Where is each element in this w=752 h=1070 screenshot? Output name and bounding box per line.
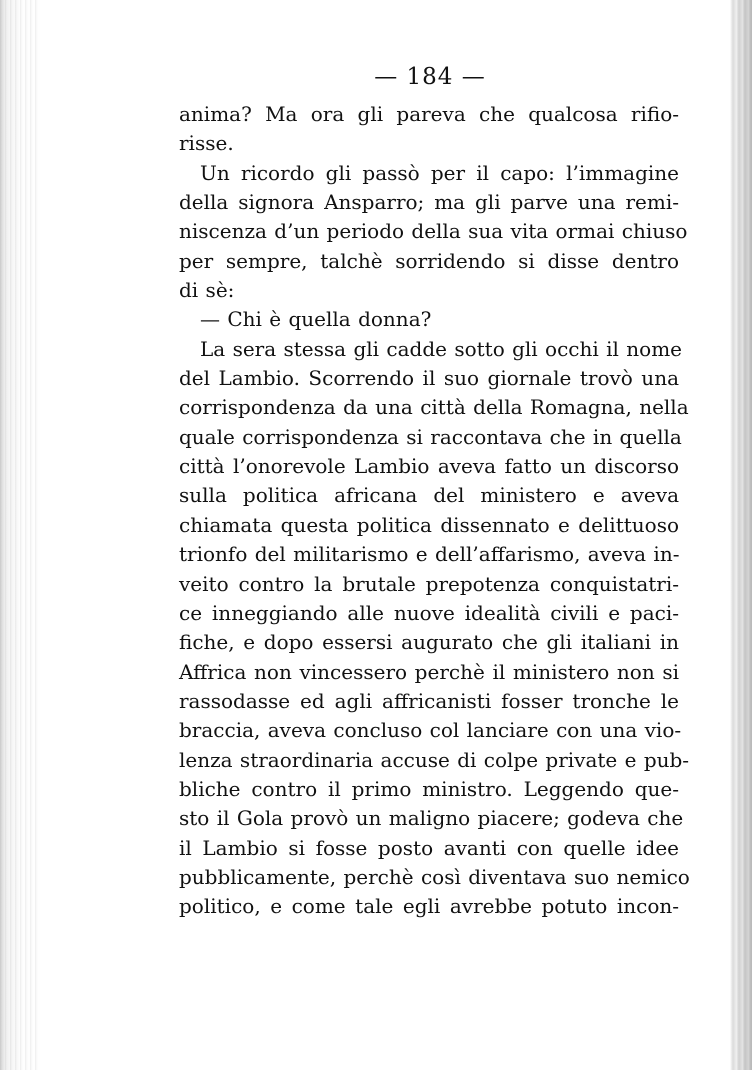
body-text — [179, 100, 690, 922]
text-line: risse. — [179, 131, 234, 156]
text-line: il Lambio si fosse posto avanti con quelle idee — [179, 835, 679, 860]
text-line: quale corrispondenza si raccontava che in quella — [179, 424, 682, 449]
text-line: corrispondenza da una città della Romagna, nella — [179, 395, 689, 420]
text-line: rassodasse ed agli affricanisti fosser tronche le — [179, 688, 679, 713]
text-line: niscenza d’un periodo della sua vita ormai chiuso — [179, 219, 688, 244]
text-line: per sempre, talchè sorridendo si disse dentro — [179, 248, 679, 273]
page-edge-shadow — [730, 0, 752, 1070]
text-line: ce inneggiando alle nuove idealità civili e paci- — [179, 600, 679, 625]
text-line: veito contro la brutale prepotenza conquistatri- — [179, 571, 679, 596]
text-line: politico, e come tale egli avrebbe potuto incon- — [179, 894, 679, 919]
text-line: della signora Ansparro; ma gli parve una remi- — [179, 190, 679, 215]
text-line: sto il Gola provò un maligno piacere; godeva che — [179, 806, 684, 831]
text-line: trionfo del militarismo e dell’affarismo, aveva in- — [179, 542, 680, 567]
text-line: chiamata questa politica dissennato e delittuoso — [179, 512, 679, 537]
page-gutter-shadow — [0, 0, 40, 1070]
text-line: di sè: — [179, 278, 235, 303]
text-line: — Chi è quella donna? — [200, 307, 432, 332]
text-line: pubblicamente, perchè così diventava suo nemico — [179, 864, 690, 889]
page-number: — 184 — — [374, 64, 486, 90]
text-line: Affrica non vincessero perchè il ministero non si — [179, 659, 679, 684]
text-line: sulla politica africana del ministero e aveva — [179, 483, 679, 508]
text-line: La sera stessa gli cadde sotto gli occhi il nome — [200, 336, 683, 361]
text-line: città l’onorevole Lambio aveva fatto un discorso — [179, 454, 679, 479]
text-line: fiche, e dopo essersi augurato che gli italiani in — [179, 630, 679, 655]
text-line: Un ricordo gli passò per il capo: l’immagine — [200, 160, 679, 185]
text-line: del Lambio. Scorrendo il suo giornale trovò una — [179, 366, 679, 391]
text-line: lenza straordinaria accuse di colpe private e pub- — [179, 747, 690, 772]
text-line: braccia, aveva concluso col lanciare con una vio- — [179, 718, 682, 743]
text-line: bliche contro il primo ministro. Leggendo que- — [179, 776, 679, 801]
text-line: anima? Ma ora gli pareva che qualcosa rifio- — [179, 102, 679, 126]
